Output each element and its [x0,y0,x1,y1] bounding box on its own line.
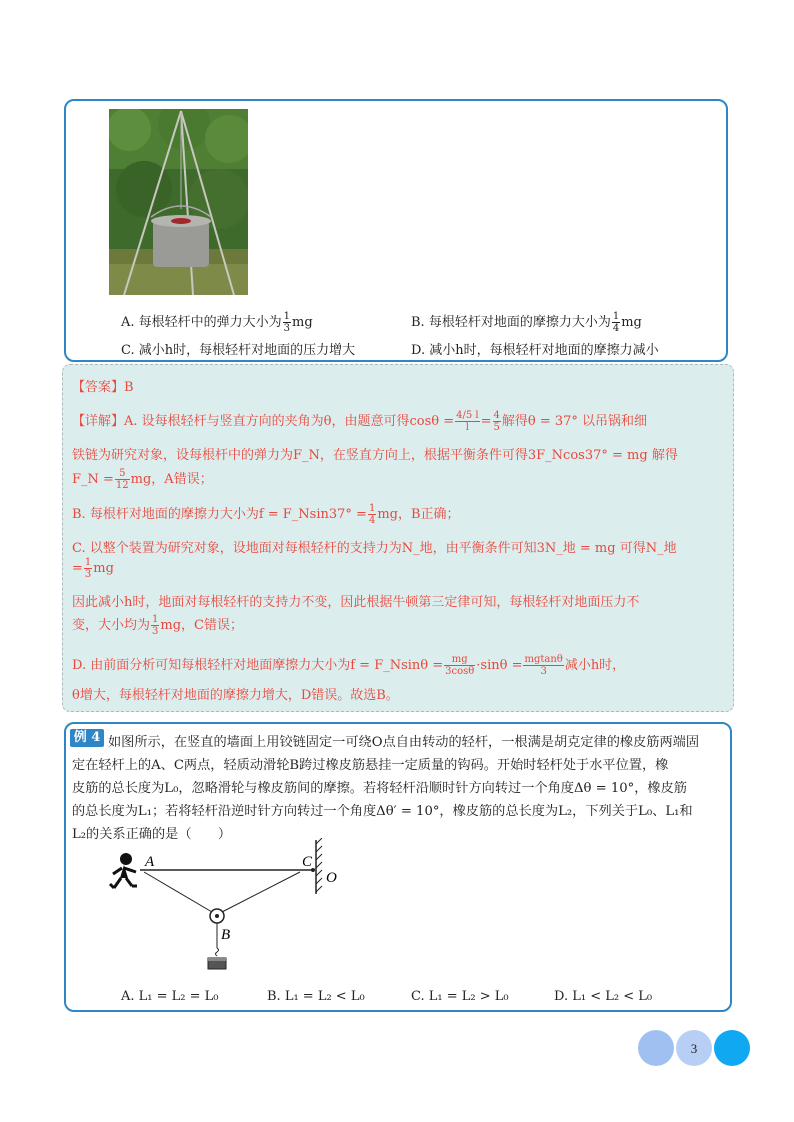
label-b: B [221,927,231,943]
explanation-line-10: θ增大，每根轻杆对地面的摩擦力增大，D错误。故选B。 [72,688,399,703]
label-c: C [302,854,313,870]
answer-label: 【答案】B [72,380,134,395]
example-4-line-3: 皮筋的总长度为L₀，忽略滑轮与橡皮筋间的摩擦。若将轻杆沿顺时针方向转过一个角度Δθ = 10°，橡皮筋 [72,781,687,796]
label-a: A [145,854,155,870]
explanation-line-7: 因此减小h时，地面对每根轻杆的支持力不变，因此根据牛顿第三定律可知，每根轻杆对地面压力不 [72,595,640,610]
q3-option-c[interactable]: C. 减小h时，每根轻杆对地面的压力增大 [121,343,356,358]
explanation-line-3: F_N = $\frac{5}{12}$ mg，A错误； [72,468,213,491]
example-4-line-1: 如图所示，在竖直的墙面上用铰链固定一可绕O点自由转动的轻杆，一根满是胡克定律的橡皮筋两端固 [108,735,700,750]
label-o: O [326,870,337,886]
band-right [222,872,300,912]
ex4-option-a[interactable]: A. L₁ = L₂ = L₀ [121,989,219,1004]
q3-option-d[interactable]: D. 减小h时，每根轻杆对地面的摩擦力减小 [411,343,659,358]
example-4-line-5: L₂的关系正确的是（ ） [72,827,232,842]
pulley-icon [210,909,224,923]
ex4-option-d[interactable]: D. L₁ < L₂ < L₀ [554,989,653,1004]
wall-hatch-icon [316,838,322,894]
page-number-badge [634,1029,754,1069]
explanation-line-8: 变，大小均为 $\frac{1}{3}$ mg，C错误； [72,614,243,637]
page-number: 3 [690,1041,698,1056]
explanation-line-4: B. 每根杆对地面的摩擦力大小为f = F_Nsin37° = $\frac{1}{4}$ mg，B正确； [72,503,460,526]
example-badge: 例 4 [70,729,104,747]
tripod-pot-photo [109,109,248,295]
explanation-line-6: = $\frac{1}{3}$ mg [72,557,114,580]
ex4-option-c[interactable]: C. L₁ = L₂ > L₀ [411,989,509,1004]
band-left [144,872,212,912]
q3-option-b[interactable]: B. 每根轻杆对地面的摩擦力大小为 $\frac{1}{4}$ mg [411,311,642,334]
example-4-line-2: 定在轻杆上的A、C两点，轻质动滑轮B跨过橡皮筋悬挂一定质量的钩码。开始时轻杆处于水平位置，橡 [72,758,669,773]
running-person-icon [110,853,137,888]
example-4-line-4: 的总长度为L₁；若将轻杆沿逆时针方向转过一个角度Δθ′ = 10°，橡皮筋的总长度为L₂，下列关于L₀、L₁和 [72,804,693,819]
pulley-diagram [100,838,360,978]
explanation-line-9: D. 由前面分析可知每根轻杆对地面摩擦力大小为f = F_Nsinθ = $\frac{mg}{3\cos\theta}$ ·sinθ = $\frac{mgtan\theta}{3}$ 减小h时， [72,654,626,677]
q3-option-a[interactable]: A. 每根轻杆中的弹力大小为 $\frac{1}{3}$ mg [121,311,313,334]
explanation-line-5: C. 以整个装置为研究对象，设地面对每根轻杆的支持力为N_地，由平衡条件可知3N_地 = mg 可得N_地 [72,541,677,556]
ex4-option-b[interactable]: B. L₁ = L₂ < L₀ [267,989,365,1004]
explanation-line-2: 铁链为研究对象，设每根杆中的弹力为F_N，在竖直方向上，根据平衡条件可得3F_Ncos37° = mg 解得 [72,448,678,463]
explanation-line-1: 【详解】A. 设每根轻杆与竖直方向的夹角为θ，由题意可得cosθ = $\frac{4/5 l}{l}$ = $\frac{4}{5}$ 解得θ = 37° 以吊锅和细 [72,410,648,433]
